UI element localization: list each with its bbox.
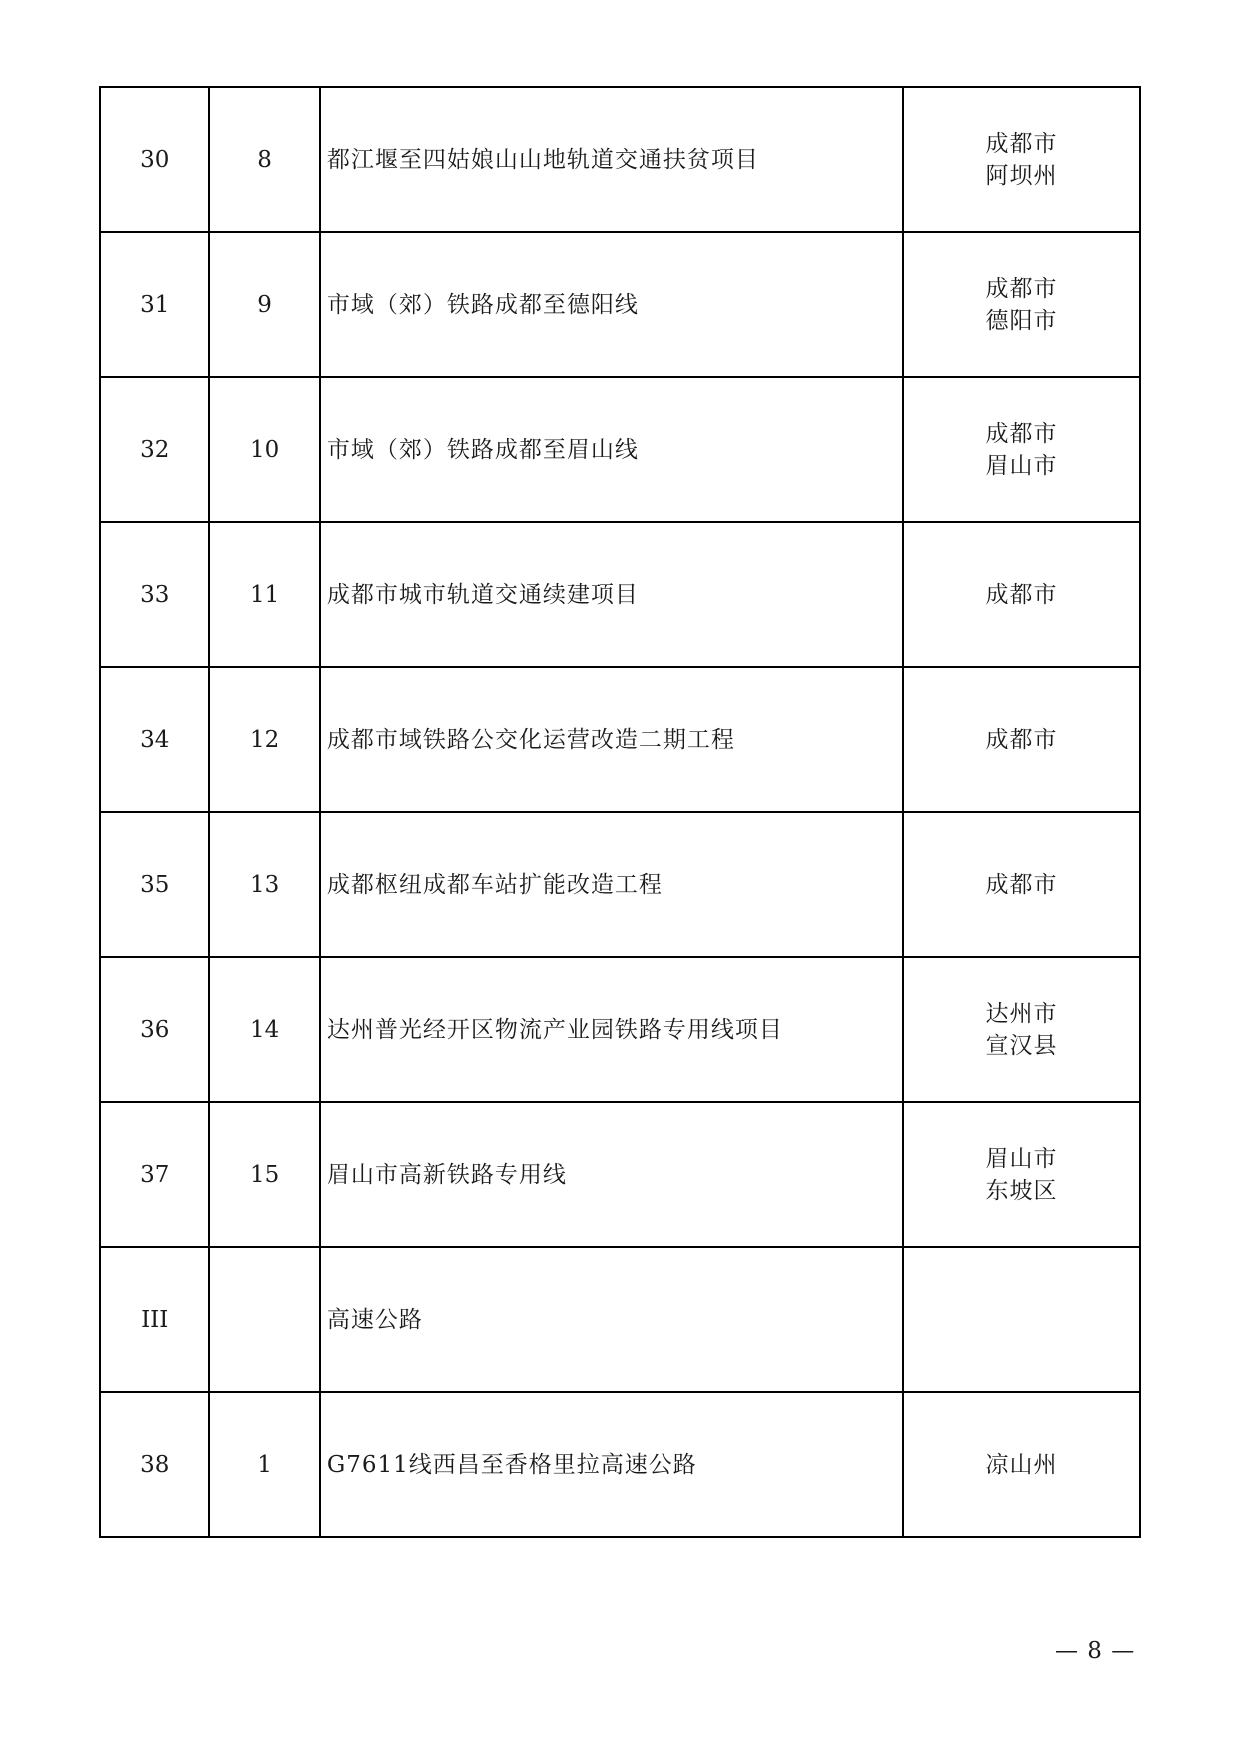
- row-sub-seq-cell: 13: [209, 812, 319, 957]
- table-row: [100, 232, 1140, 377]
- table-row: [100, 667, 1140, 812]
- region-line: 成都市: [985, 581, 1058, 608]
- region-line: 成都市: [985, 871, 1058, 898]
- project-name-cell: 达州普光经开区物流产业园铁路专用线项目: [320, 957, 903, 1102]
- region-cell: [903, 522, 1140, 667]
- table-row: [100, 522, 1140, 667]
- row-sub-seq-cell: 14: [209, 957, 319, 1102]
- region-cell: [903, 377, 1140, 522]
- row-sub-seq-cell: 15: [209, 1102, 319, 1247]
- region-line: 宣汉县: [985, 1032, 1058, 1059]
- table-row: [100, 1247, 1140, 1392]
- region-cell: [903, 812, 1140, 957]
- region-line: 阿坝州: [985, 162, 1058, 189]
- row-seq-cell: 35: [100, 812, 209, 957]
- table-row: [100, 377, 1140, 522]
- region-line: 东坡区: [985, 1177, 1058, 1204]
- region-line: 德阳市: [985, 307, 1058, 334]
- region-cell: [903, 957, 1140, 1102]
- table-row: [100, 957, 1140, 1102]
- row-seq-cell: 36: [100, 957, 209, 1102]
- region-cell: [903, 232, 1140, 377]
- row-sub-seq-cell: 9: [209, 232, 319, 377]
- row-seq-cell: 33: [100, 522, 209, 667]
- row-seq-cell: 30: [100, 87, 209, 232]
- region-line: 成都市: [985, 726, 1058, 753]
- table-row: [100, 812, 1140, 957]
- row-sub-seq-cell: 10: [209, 377, 319, 522]
- row-seq-cell: 31: [100, 232, 209, 377]
- row-seq-cell: 34: [100, 667, 209, 812]
- region-line: 凉山州: [985, 1451, 1058, 1478]
- region-line: 眉山市: [985, 452, 1058, 479]
- region-cell: [903, 1102, 1140, 1247]
- region-line: 成都市: [985, 130, 1058, 157]
- project-name-cell: 市域（郊）铁路成都至眉山线: [320, 377, 903, 522]
- region-cell: [903, 1247, 1140, 1392]
- table-row: [100, 87, 1140, 232]
- row-sub-seq-cell: 12: [209, 667, 319, 812]
- region-line: 成都市: [985, 275, 1058, 302]
- region-cell: [903, 87, 1140, 232]
- project-name-cell: 成都市城市轨道交通续建项目: [320, 522, 903, 667]
- row-sub-seq-cell: 8: [209, 87, 319, 232]
- project-name-cell: 成都枢纽成都车站扩能改造工程: [320, 812, 903, 957]
- project-name-cell: 眉山市高新铁路专用线: [320, 1102, 903, 1247]
- row-seq-cell: 38: [100, 1392, 209, 1537]
- section-heading-cell: 高速公路: [320, 1247, 903, 1392]
- table-row: [100, 1102, 1140, 1247]
- project-name-cell: 市域（郊）铁路成都至德阳线: [320, 232, 903, 377]
- project-name-cell: 成都市域铁路公交化运营改造二期工程: [320, 667, 903, 812]
- project-name-cell: G7611线西昌至香格里拉高速公路: [320, 1392, 903, 1537]
- project-name-cell: 都江堰至四姑娘山山地轨道交通扶贫项目: [320, 87, 903, 232]
- row-sub-seq-cell: [209, 1247, 319, 1392]
- row-seq-cell: 37: [100, 1102, 209, 1247]
- row-seq-cell: III: [100, 1247, 209, 1392]
- row-sub-seq-cell: 11: [209, 522, 319, 667]
- project-table-body: [100, 87, 1140, 1537]
- table-row: [100, 1392, 1140, 1537]
- row-seq-cell: 32: [100, 377, 209, 522]
- region-line: 达州市: [985, 1000, 1058, 1027]
- region-cell: [903, 1392, 1140, 1537]
- row-sub-seq-cell: 1: [209, 1392, 319, 1537]
- region-line: 成都市: [985, 420, 1058, 447]
- page-number: — 8 —: [1055, 1638, 1136, 1664]
- region-cell: [903, 667, 1140, 812]
- project-table: [99, 86, 1141, 1538]
- region-line: 眉山市: [985, 1145, 1058, 1172]
